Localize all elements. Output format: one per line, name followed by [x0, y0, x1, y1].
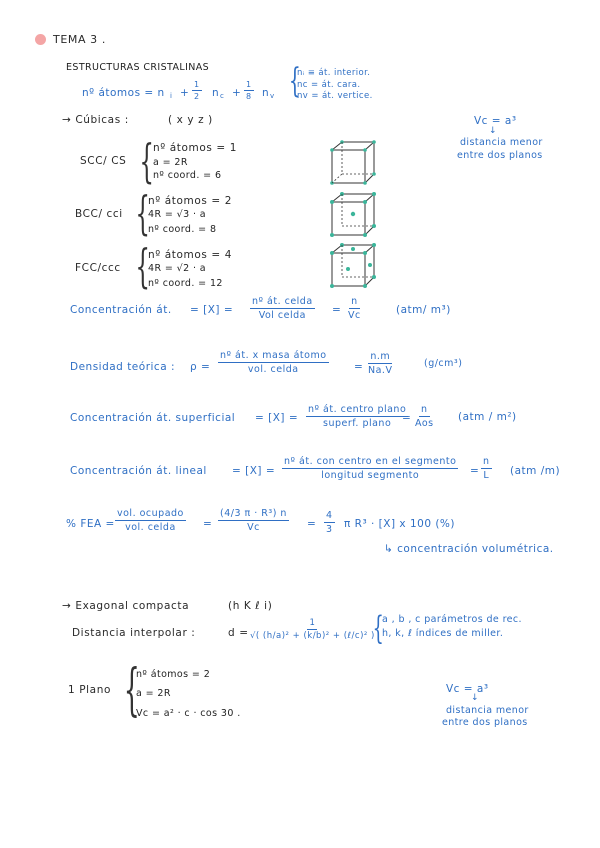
bcc-line: nº átomos = 2 [148, 195, 232, 207]
legend-item: nᵢ ≡ át. interior. [297, 68, 371, 78]
concentracion-fraction-2 [346, 296, 363, 321]
section-title: ESTRUCTURAS CRISTALINAS [66, 62, 210, 73]
cubicas-title: → Cúbicas : [62, 114, 129, 126]
legend-brace: { [288, 61, 301, 101]
fraction-num: nº át. celda [252, 296, 313, 307]
fcc-label: FCC/ccc [75, 262, 121, 274]
fraction-num: 1 [309, 618, 316, 628]
fraction-den: L [483, 470, 490, 481]
fraction-num: n [483, 456, 490, 467]
fraction-den: longitud segmento [321, 470, 420, 481]
formula-nc: n [212, 87, 220, 99]
superficial-fraction [306, 404, 408, 429]
fraction-half [192, 80, 202, 101]
densidad-label: Densidad teórica : [70, 361, 176, 373]
superficial-label: Concentración át. superficial [70, 412, 236, 424]
fraction-den: 3 [326, 524, 333, 535]
bcc-brace: { [135, 186, 150, 240]
concentracion-label: Concentración át. [70, 304, 172, 316]
equals-sign: = [470, 465, 480, 477]
fraction-eighth [244, 80, 254, 101]
plano-brace: { [123, 658, 140, 723]
formula-sub-v: v [270, 92, 275, 100]
formula-plus: + [232, 87, 242, 99]
concentracion-fraction [250, 296, 315, 321]
cubicas-axes: ( x y z ) [168, 114, 213, 126]
formula-sub-c: c [220, 92, 225, 100]
densidad-fraction-2 [366, 351, 394, 376]
distancia-eq: d = [228, 627, 249, 639]
fraction-den: Vc [247, 522, 260, 533]
fraction-den: superf. plano [323, 418, 392, 429]
fraction-den: 8 [246, 92, 252, 101]
fraction-den: √( (h/a)² + (k/b)² + (ℓ/c)² ) [250, 631, 375, 641]
formula-plus: + [180, 87, 190, 99]
superficial-fraction-2 [413, 404, 436, 429]
fcc-cube-icon [328, 243, 378, 293]
bcc-label: BCC/ cci [75, 208, 123, 220]
fraction-den: Vc [348, 310, 361, 321]
side-note: distancia menor [460, 137, 543, 148]
hexagonal-indices: (h K ℓ i) [228, 600, 273, 612]
fraction-den: Vol celda [258, 310, 306, 321]
scc-line: a = 2R [153, 157, 188, 168]
fcc-line: nº átomos = 4 [148, 249, 232, 261]
fea-fraction [115, 508, 186, 533]
densidad-rho: ρ = [190, 361, 211, 373]
lineal-unit: (atm /m) [510, 465, 561, 477]
fraction-num: 4 [326, 510, 333, 521]
fraction-num: n [351, 296, 358, 307]
lineal-fraction [282, 456, 458, 481]
equals-sign: = [332, 304, 342, 316]
fcc-line: nº coord. = 12 [148, 278, 223, 289]
side-note: entre dos planos [457, 150, 543, 161]
fraction-num: nº át. x masa átomo [220, 350, 327, 361]
fraction-num: n [421, 404, 428, 415]
scc-label: SCC/ CS [80, 155, 127, 167]
formula-sub-i: i [170, 92, 173, 100]
fea-note: ↳ concentración volumétrica. [384, 543, 554, 555]
scc-cube-icon [328, 140, 378, 190]
hexagonal-legend-item: h, k, ℓ índices de miller. [382, 628, 504, 639]
page-title: TEMA 3 . [53, 33, 106, 46]
formula-text: nº átomos = n [82, 87, 165, 99]
side-formula: Vc = a³ [474, 115, 517, 127]
hex-side-note: distancia menor [446, 705, 529, 716]
concentracion-unit: (atm/ m³) [396, 304, 451, 316]
fraction-den: Na.V [368, 365, 393, 376]
equals-sign: = [354, 361, 364, 373]
fraction-den: 2 [194, 92, 200, 101]
fraction-den: Aos [415, 418, 434, 429]
densidad-fraction [218, 350, 329, 375]
scc-brace: { [139, 134, 154, 188]
densidad-unit: (g/cm³) [424, 358, 463, 369]
plano-line: Vc = a² · c · cos 30 . [136, 708, 241, 719]
fea-fraction-3 [324, 510, 335, 535]
fraction-num: 1 [246, 80, 252, 89]
fea-label: % FEA = [66, 518, 115, 530]
fea-tail: π R³ · [X] x 100 (%) [344, 518, 456, 530]
distancia-label: Distancia interpolar : [72, 627, 196, 639]
legend-item: nv = át. vertice. [297, 91, 373, 101]
down-arrow-icon: ↓ [489, 126, 498, 136]
fraction-num: 1 [194, 80, 200, 89]
plano-label: 1 Plano [68, 684, 111, 696]
fraction-num: (4/3 π · R³) n [220, 508, 287, 519]
bcc-line: nº coord. = 8 [148, 224, 217, 235]
formula-nv: n [262, 87, 270, 99]
fraction-num: vol. ocupado [117, 508, 184, 519]
superficial-lhs: = [X] = [255, 412, 299, 424]
bullet-dot-icon [35, 34, 46, 45]
equals-sign: = [307, 518, 317, 530]
hexagonal-title: → Exagonal compacta [62, 600, 190, 612]
fraction-num: nº át. centro plano [308, 404, 407, 415]
bcc-cube-icon [328, 192, 378, 242]
fcc-line: 4R = √2 · a [148, 263, 207, 274]
fraction-num: n.m [370, 351, 391, 362]
lineal-lhs: = [X] = [232, 465, 276, 477]
legend-item: nc = át. cara. [297, 80, 361, 90]
fcc-brace: { [135, 239, 150, 293]
hexagonal-legend-item: a , b , c parámetros de rec. [382, 614, 522, 625]
plano-line: a = 2R [136, 688, 171, 699]
lineal-label: Concentración át. lineal [70, 465, 207, 477]
fraction-den: vol. celda [125, 522, 176, 533]
scc-line: nº átomos = 1 [153, 142, 237, 154]
distancia-fraction [248, 618, 377, 641]
equals-sign: = [203, 518, 213, 530]
hex-side-note: entre dos planos [442, 717, 528, 728]
fea-fraction-2 [218, 508, 289, 533]
equals-sign: = [402, 412, 412, 424]
bcc-line: 4R = √3 · a [148, 209, 207, 220]
plano-line: nº átomos = 2 [136, 669, 211, 680]
superficial-unit: (atm / m²) [458, 411, 517, 423]
fraction-num: nº át. con centro en el segmento [284, 456, 457, 467]
down-arrow-icon: ↓ [471, 693, 480, 703]
hex-side-formula: Vc = a³ [446, 683, 489, 695]
hexagonal-legend-brace: { [372, 609, 384, 647]
fraction-den: vol. celda [247, 364, 299, 375]
concentracion-lhs: = [X] = [190, 304, 234, 316]
lineal-fraction-2 [481, 456, 492, 481]
scc-line: nº coord. = 6 [153, 170, 222, 181]
